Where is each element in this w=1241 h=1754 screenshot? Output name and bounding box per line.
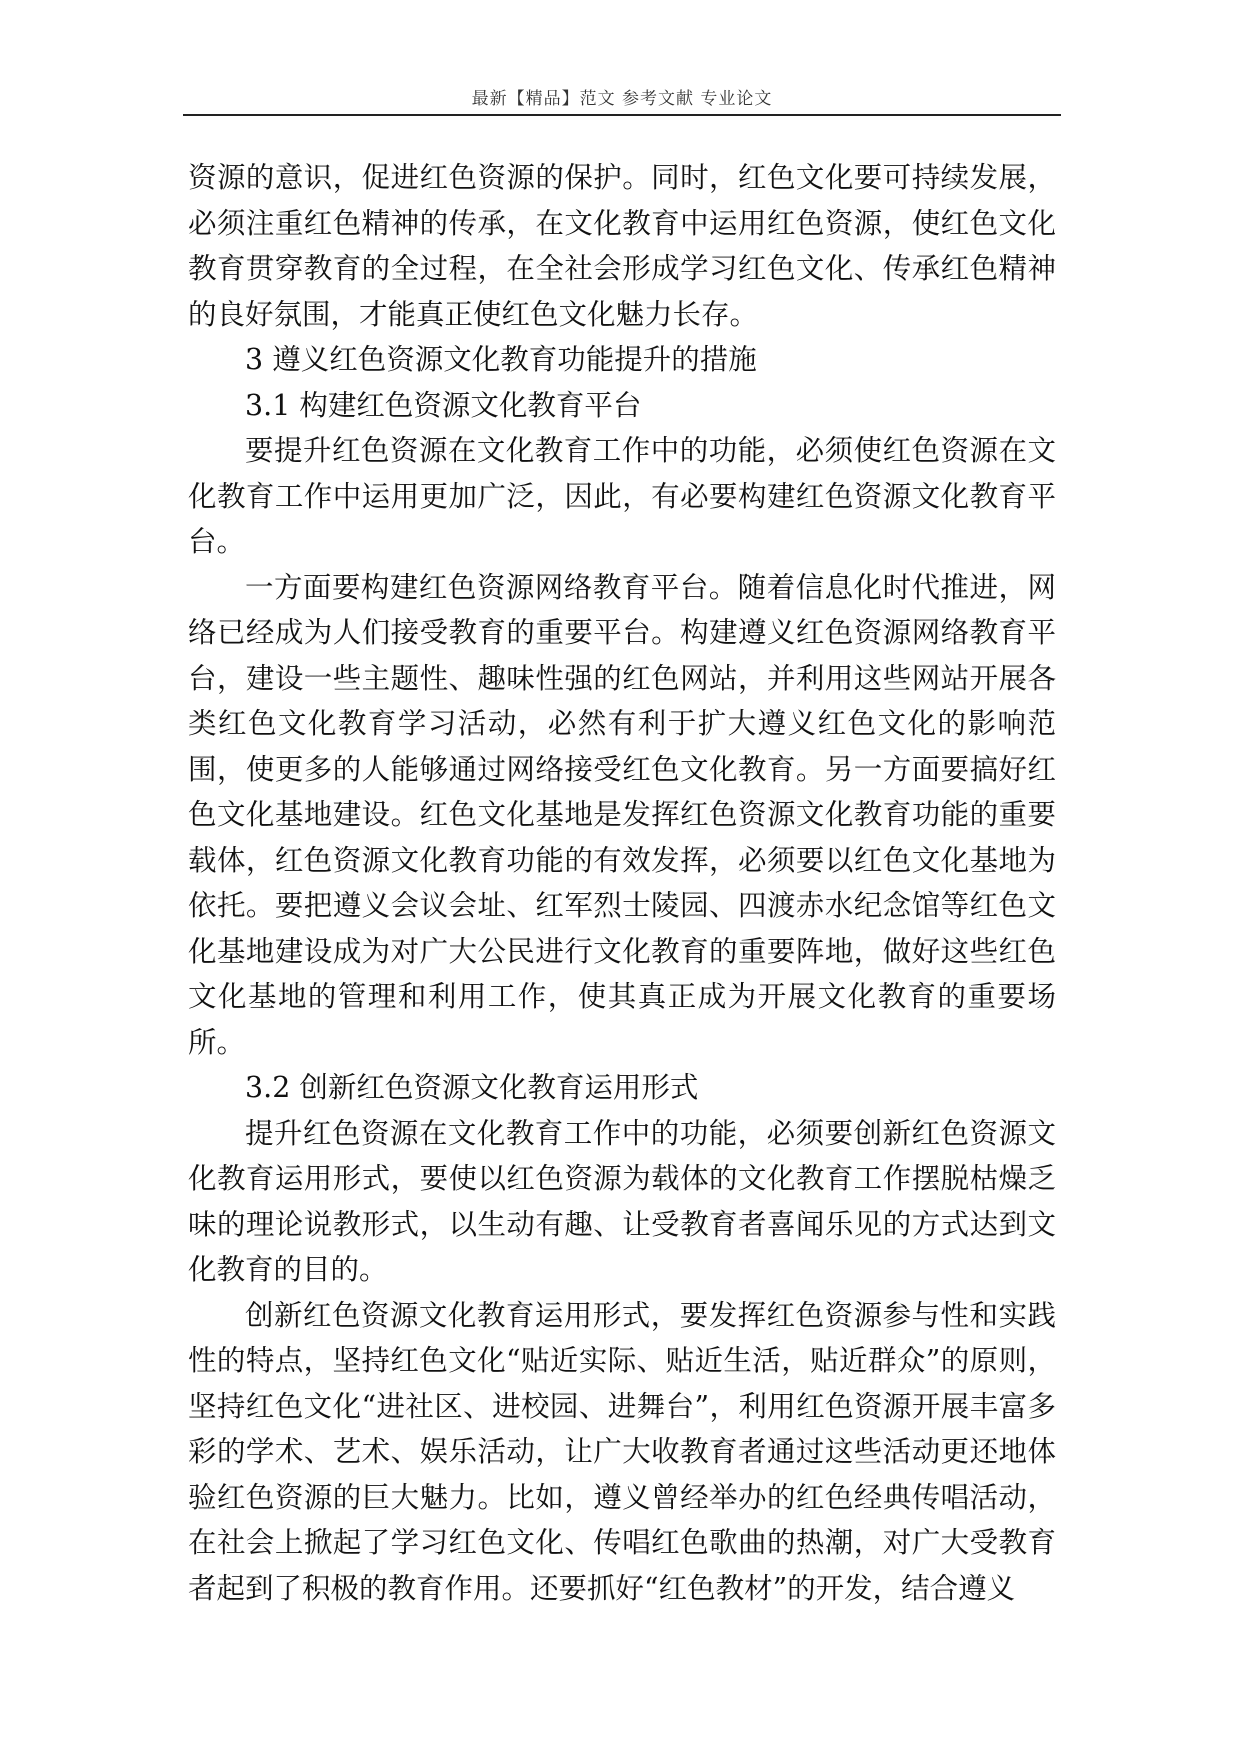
paragraph: 要提升红色资源在文化教育工作中的功能，必须使红色资源在文化教育工作中运用更加广泛，因此，有必要构建红色资源文化教育平台。 [188, 434, 1056, 558]
section-heading: 3 遵义红色资源文化教育功能提升的措施 [245, 343, 757, 376]
header-text: 最新【精品】范文 参考文献 专业论文 [471, 89, 773, 109]
paragraph-continuation: 资源的意识，促进红色资源的保护。同时，红色文化要可持续发展，必须注重红色精神的传承，在文化教育中运用红色资源，使红色文化教育贯穿教育的全过程，在全社会形成学习红色文化、传承红色精神的良好氛围，才能真正使红色文化魅力长存。 [188, 161, 1056, 331]
page-header [183, 84, 1061, 116]
header-divider [183, 114, 1061, 116]
document-body [188, 155, 1056, 1611]
paragraph: 提升红色资源在文化教育工作中的功能，必须要创新红色资源文化教育运用形式，要使以红色资源为载体的文化教育工作摆脱枯燥乏味的理论说教形式，以生动有趣、让受教育者喜闻乐见的方式达到文化教育的目的。 [188, 1116, 1056, 1286]
paragraph: 创新红色资源文化教育运用形式，要发挥红色资源参与性和实践性的特点，坚持红色文化“贴近实际、贴近生活，贴近群众”的原则，坚持红色文化“进社区、进校园、进舞台”，利用红色资源开展丰富多彩的学术、艺术、娱乐活动，让广大收教育者通过这些活动更还地体验红色资源的巨大魅力。比如，遵义曾经举办的红色经典传唱活动，在社会上掀起了学习红色文化、传唱红色歌曲的热潮，对广大受教育者起到了积极的教育作用。还要抓好“红色教材”的开发，结合遵义 [188, 1298, 1056, 1605]
subsection-heading: 3.2 创新红色资源文化教育运用形式 [245, 1071, 699, 1104]
subsection-heading: 3.1 构建红色资源文化教育平台 [245, 388, 642, 422]
paragraph: 一方面要构建红色资源网络教育平台。随着信息化时代推进，网络已经成为人们接受教育的重要平台。构建遵义红色资源网络教育平台，建设一些主题性、趣味性强的红色网站，并利用这些网站开展各类红色文化教育学习活动，必然有利于扩大遵义红色文化的影响范围，使更多的人能够通过网络接受红色文化教育。另一方面要搞好红色文化基地建设。红色文化基地是发挥红色资源文化教育功能的重要载体，红色资源文化教育功能的有效发挥，必须要以红色文化基地为依托。要把遵义会议会址、红军烈士陵园、四渡赤水纪念馆等红色文化基地建设成为对广大公民进行文化教育的重要阵地，做好这些红色文化基地的管理和利用工作，使其真正成为开展文化教育的重要场所。 [188, 570, 1056, 1059]
